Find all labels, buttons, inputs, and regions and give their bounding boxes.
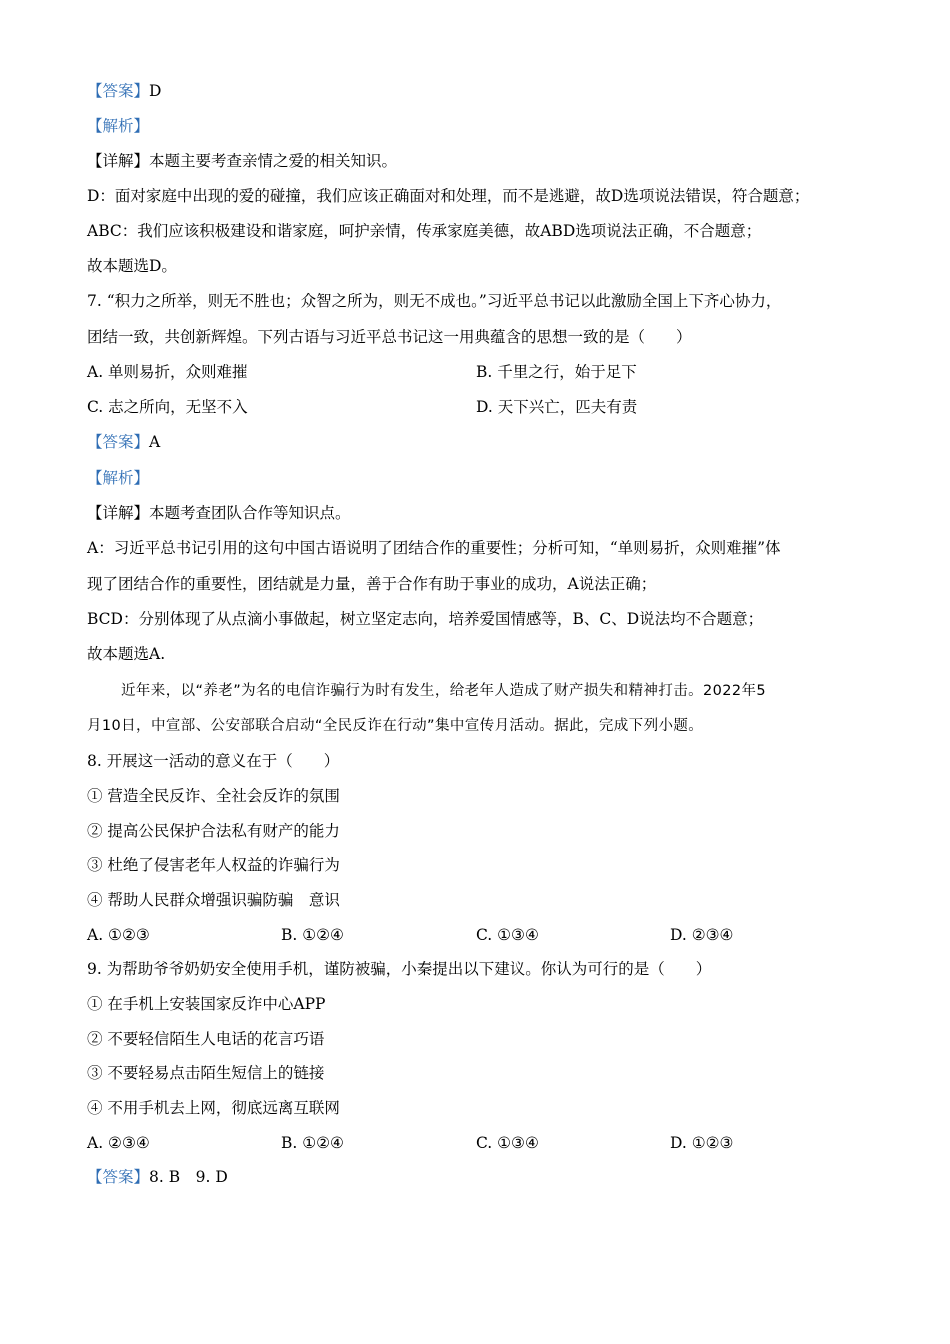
q6-explanation-d: D：面对家庭中出现的爱的碰撞，我们应该正确面对和处理，而不是逃避，故D选项说法错误，符合题意； (87, 187, 810, 205)
q8-option-d: D. ②③④ (670, 926, 734, 944)
q7-stem-line2: 团结一致，共创新辉煌。下列古语与习近平总书记这一用典蕴含的思想一致的是（ ） (87, 328, 692, 346)
q9-option-d: D. ①②③ (670, 1134, 734, 1152)
q8-option-c: C. ①③④ (476, 926, 539, 944)
q6-answer-tag: 【答案】 (87, 82, 150, 100)
q7-answer-tag: 【答案】 (87, 433, 150, 451)
q7-analysis-tag: 【解析】 (87, 469, 150, 487)
q7-detail-text: 本题考查团队合作等知识点。 (149, 504, 351, 522)
q8-item-3: ③ 杜绝了侵害老年人权益的诈骗行为 (87, 856, 340, 874)
q7-option-a: A. 单则易折，众则难摧 (87, 363, 248, 381)
q7-option-b: B. 千里之行，始于足下 (476, 363, 637, 381)
q6-explanation-abc: ABC：我们应该积极建设和谐家庭，呵护亲情，传承家庭美德，故ABD选项说法正确，不合题意； (87, 222, 762, 240)
q9-stem: 9. 为帮助爷爷奶奶安全使用手机，谨防被骗，小秦提出以下建议。你认为可行的是（ ） (87, 960, 712, 978)
q8-item-2: ② 提高公民保护合法私有财产的能力 (87, 822, 340, 840)
q8-q9-answer-tag: 【答案】 (87, 1168, 150, 1186)
q9-item-4: ④ 不用手机去上网，彻底远离互联网 (87, 1099, 340, 1117)
q6-conclusion: 故本题选D。 (87, 257, 177, 275)
q9-item-1: ① 在手机上安装国家反诈中心APP (87, 995, 326, 1013)
q7-explanation-a1: A：习近平总书记引用的这句中国古语说明了团结合作的重要性；分析可知，“单则易折，众则难摧”体 (87, 539, 781, 557)
q7-detail-line (87, 503, 351, 523)
q7-option-d: D. 天下兴亡，匹夫有责 (476, 398, 638, 416)
q7-explanation-a2: 现了团结合作的重要性，团结就是力量，善于合作有助于事业的成功，A说法正确； (87, 575, 657, 593)
q8-item-4: ④ 帮助人民群众增强识骗防骗 意识 (87, 891, 340, 909)
q7-detail-tag: 【详解】 (87, 504, 150, 522)
q6-analysis-line (87, 116, 149, 136)
q6-detail-text: 本题主要考查亲情之爱的相关知识。 (149, 152, 398, 170)
q7-stem-line1: 7. “积力之所举，则无不胜也；众智之所为，则无不成也。”习近平总书记以此激励全国上下齐心协力， (87, 292, 782, 310)
q6-answer-line (87, 81, 161, 101)
q6-answer-value: D (149, 82, 162, 100)
q9-option-a: A. ②③④ (87, 1134, 150, 1152)
q7-option-c: C. 志之所向，无坚不入 (87, 398, 248, 416)
passage-line1: 近年来，以“养老”为名的电信诈骗行为时有发生，给老年人造成了财产损失和精神打击。2022年5 (121, 683, 767, 699)
q7-conclusion: 故本题选A. (87, 645, 166, 663)
q9-item-2: ② 不要轻信陌生人电话的花言巧语 (87, 1030, 325, 1048)
q8-item-1: ① 营造全民反诈、全社会反诈的氛围 (87, 787, 340, 805)
q9-option-c: C. ①③④ (476, 1134, 539, 1152)
q8-option-b: B. ①②④ (281, 926, 344, 944)
q6-detail-tag: 【详解】 (87, 152, 150, 170)
q7-explanation-bcd: BCD：分别体现了从点滴小事做起，树立坚定志向，培养爱国情感等，B、C、D说法均不合题意； (87, 610, 764, 628)
q7-answer-value: A (149, 433, 161, 451)
q8-q9-answer-line (87, 1167, 228, 1187)
q8-q9-answer-value: 8. B 9. D (149, 1168, 228, 1186)
q7-analysis-line (87, 468, 149, 488)
q9-item-3: ③ 不要轻易点击陌生短信上的链接 (87, 1064, 325, 1082)
passage-line2: 月10日，中宣部、公安部联合启动“全民反诈在行动”集中宣传月活动。据此，完成下列小题。 (87, 718, 704, 734)
q8-option-a: A. ①②③ (87, 926, 150, 944)
q8-stem: 8. 开展这一活动的意义在于（ ） (87, 752, 340, 770)
q9-option-b: B. ①②④ (281, 1134, 344, 1152)
q6-detail-line (87, 151, 397, 171)
q6-analysis-tag: 【解析】 (87, 117, 150, 135)
q7-answer-line (87, 432, 160, 452)
